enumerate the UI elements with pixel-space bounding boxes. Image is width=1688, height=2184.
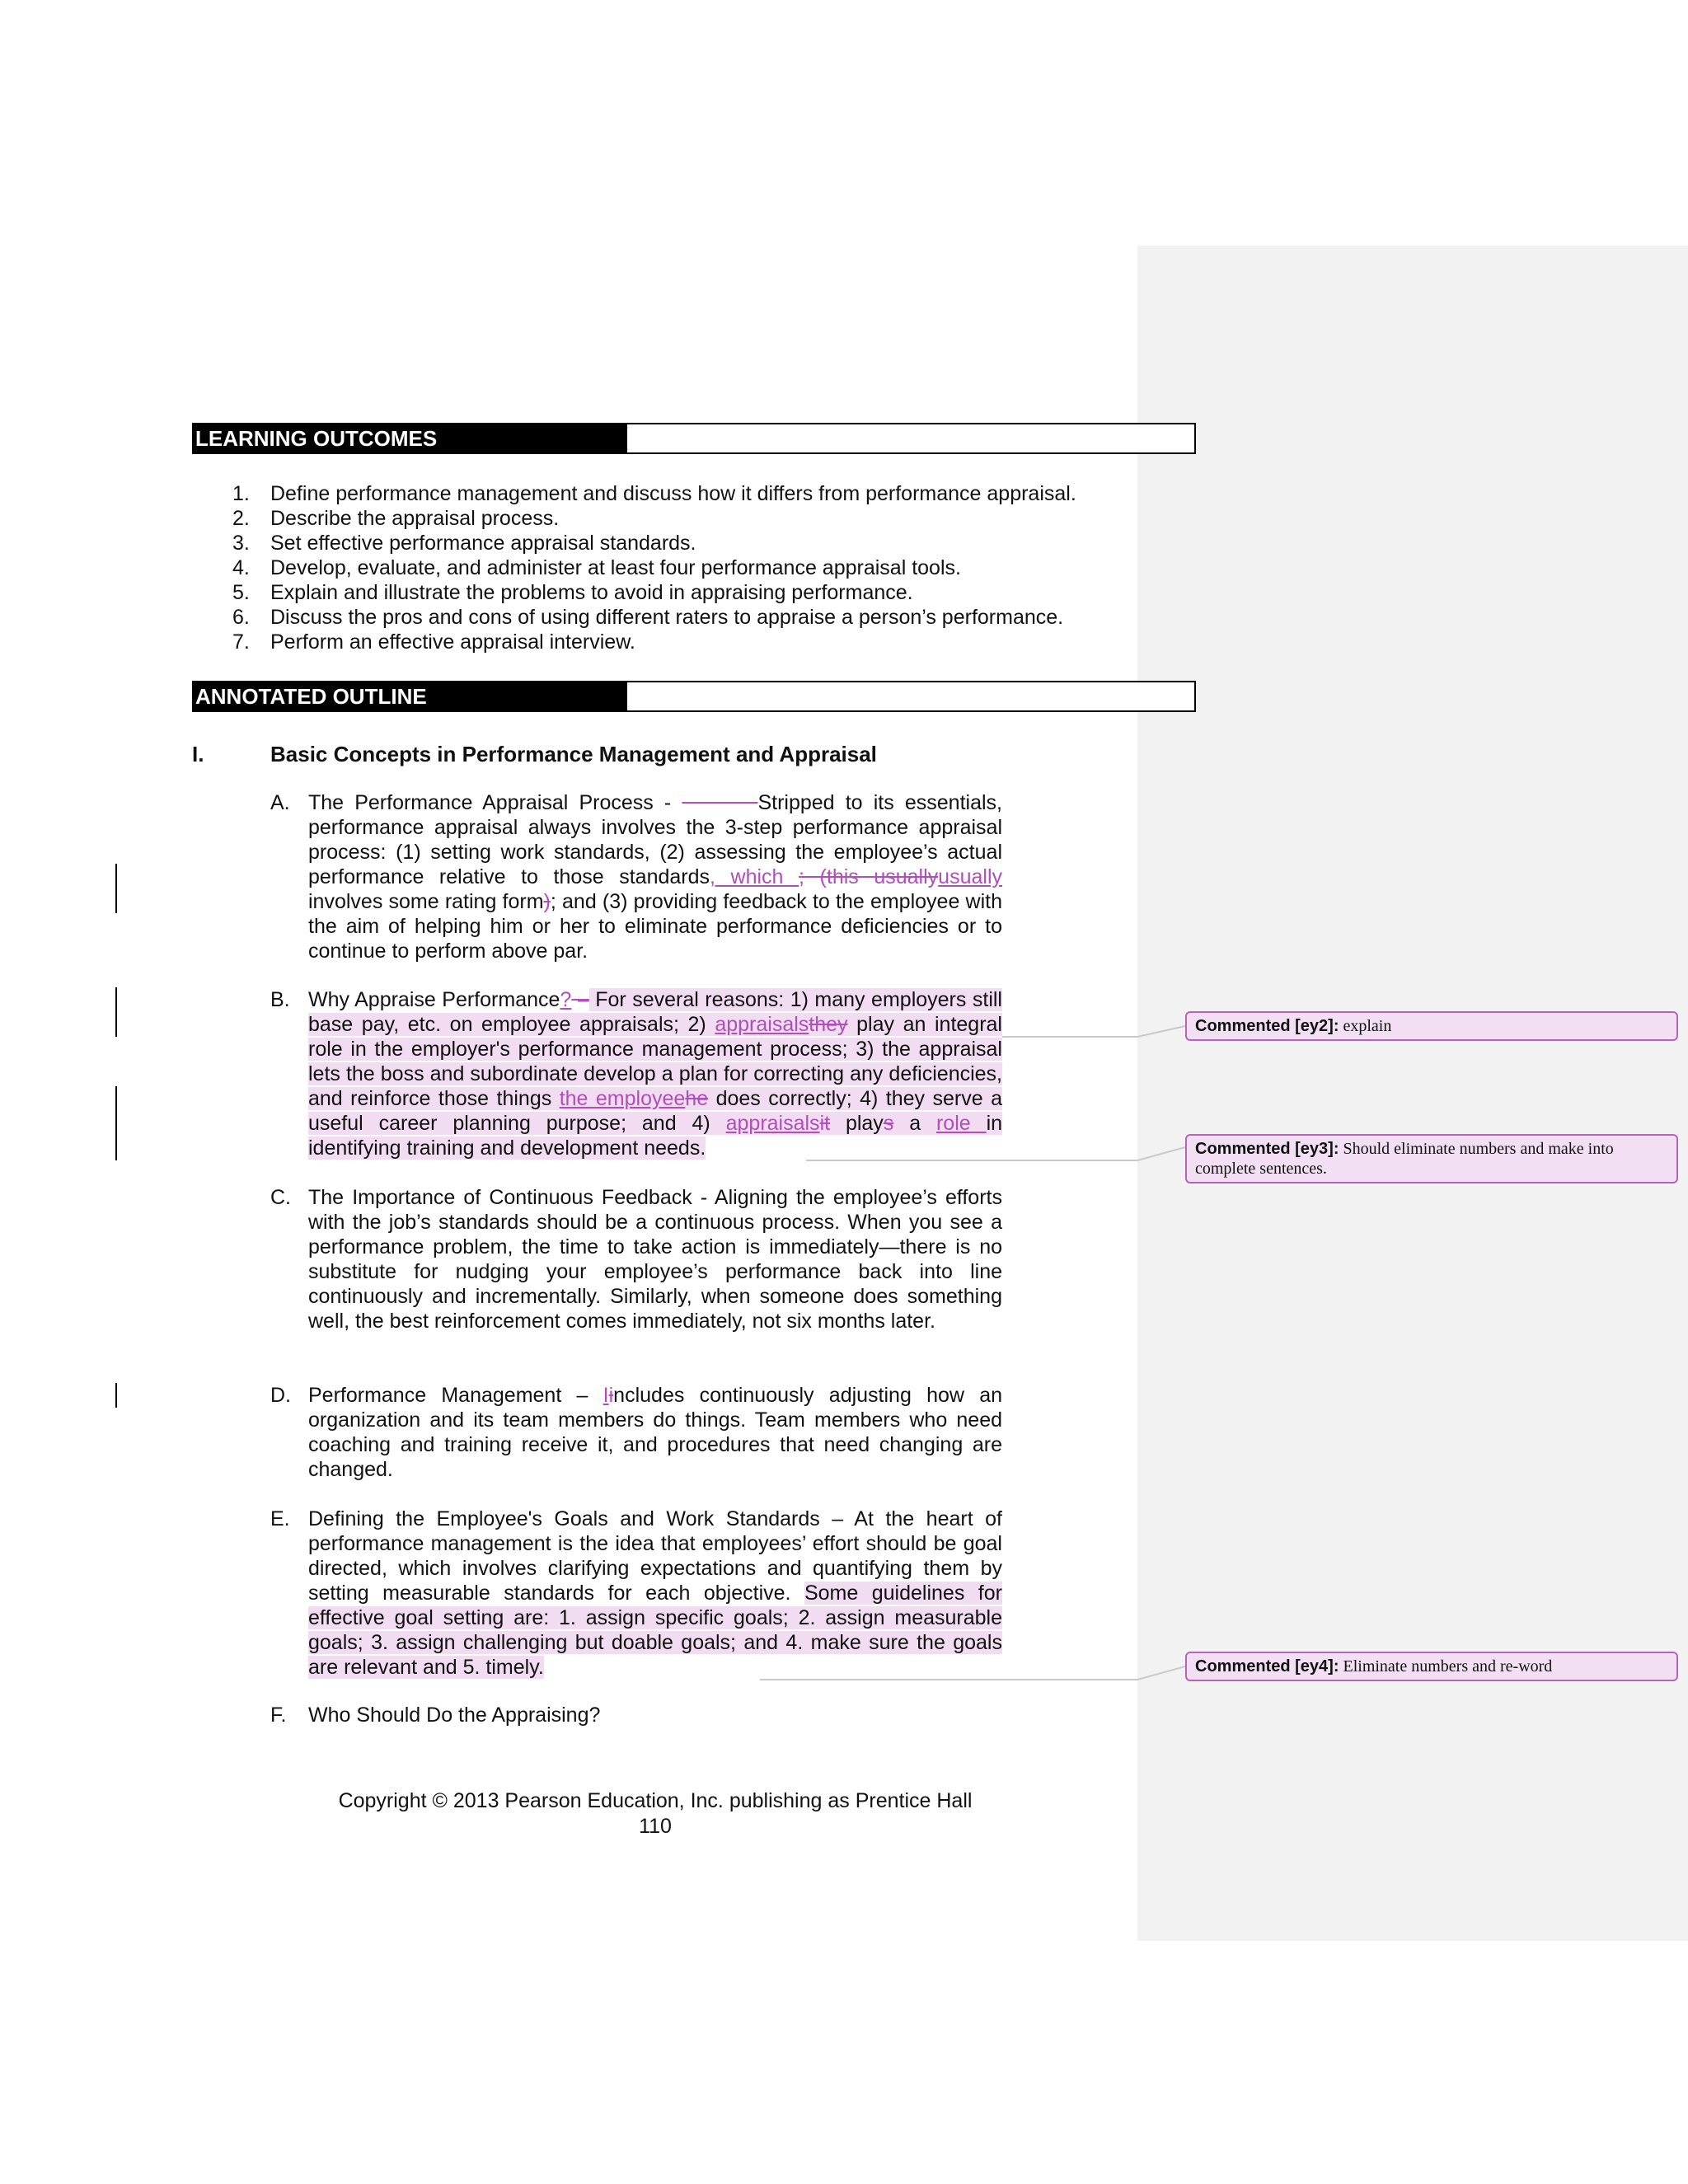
comment-ey3[interactable] <box>1185 1134 1678 1183</box>
deleted-text: he <box>685 1087 709 1110</box>
comment-connector-line <box>760 1666 1185 1680</box>
outline-heading-text: Basic Concepts in Performance Management and Appraisal <box>270 742 877 766</box>
deleted-text: ) <box>543 890 551 913</box>
copyright-footer: Copyright © 2013 Pearson Education, Inc. publishing as Prentice Hall <box>338 1789 973 1812</box>
outline-item-d: D. Performance Management – Iincludes continuously adjusting how an organization and its team members do things. Team members who need coaching and training receive it, and procedures that need changing are changed. <box>270 1384 1002 1481</box>
list-item: 2. Describe the appraisal process. <box>232 507 560 530</box>
list-item: 7. Perform an effective appraisal interview. <box>232 630 635 654</box>
outline-item-d-text: Performance Management – Iincludes continuously adjusting how an organization and its team members do things. Team members who need coaching and training receive it, and procedures that need changing are changed. <box>308 1384 1002 1481</box>
comment-author: Commented [ey4]: <box>1195 1657 1339 1675</box>
learning-outcomes-title: LEARNING OUTCOMES <box>192 423 627 454</box>
outline-item-b-text: Why Appraise Performance? – For several reasons: 1) many employers still base pay, etc. on employee appraisals; 2) appraisalsthey play an integral role in the employer's performance management process; 3) the appraisal lets the boss and subordinate develop a plan for correcting any deficiencies, and reinforce those things the employeehe does correctly; 4) they serve a useful career planning purpose; and 4) appraisalsit plays a role in identifying training and development needs. <box>308 988 1003 1160</box>
inserted-text: usually <box>938 865 1002 888</box>
inserted-text: the employee <box>559 1087 686 1110</box>
list-item: 6. Discuss the pros and cons of using different raters to appraise a person’s performance. <box>232 606 1064 629</box>
inserted-text: ? <box>560 988 572 1011</box>
comment-author: Commented [ey2]: <box>1195 1017 1339 1035</box>
comment-ey2[interactable] <box>1185 1011 1678 1041</box>
comment-ey4[interactable] <box>1185 1652 1678 1681</box>
comment-text: Eliminate numbers and re-word <box>1339 1657 1553 1675</box>
deleted-text: ; (this usually <box>799 865 939 888</box>
outline-item-c-text: The Importance of Continuous Feedback - Aligning the employee’s efforts with the job’s standards should be a continuous process. When you see a performance problem, the time to take action is immediately—there is no substitute for nudging your employee’s performance back into line continuously and incrementally. Similarly, when someone does something well, the best reinforcement comes immediately, not six months later. <box>308 1186 1002 1333</box>
outline-item-b: B. Why Appraise Performance? – For several reasons: 1) many employers still base pay, etc. on employee appraisals; 2) appraisalsthey play an integral role in the employer's performance management process; 3) the appraisal lets the boss and subordinate develop a plan for correcting any deficiencies, and reinforce those things the employeehe does correctly; 4) they serve a useful career planning purpose; and 4) appraisalsit plays a role in identifying training and development needs. <box>270 988 1003 1160</box>
inserted-text: appraisals <box>725 1112 820 1135</box>
annotated-outline-title: ANNOTATED OUTLINE <box>192 681 627 712</box>
outline-item-e: E. Defining the Employee's Goals and Work Standards – At the heart of performance management is the idea that employees’ effort should be goal directed, which involves clarifying expectations and quantifying them by setting measurable standards for each objective. Some guidelines for effective goal setting are: 1. assign specific goals; 2. assign measurable goals; 3. assign challenging but doable goals; and 4. make sure the goals are relevant and 5. timely. <box>270 1507 1002 1679</box>
list-item: 3. Set effective performance appraisal standards. <box>232 532 696 555</box>
commented-text: For several reasons: 1) many employers still base pay, etc. on employee appraisals; 2) appraisalsthey play an integral role in the employer's performance management process; 3) the appraisal lets the boss and subordinate develop a plan for correcting any deficiencies, and reinforce those things the employeehe does correctly; 4) they serve a useful career planning purpose; and 4) appraisalsit plays a role in identifying training and development needs. <box>308 988 1003 1160</box>
inserted-text: appraisals <box>715 1013 809 1036</box>
list-item: 5. Explain and illustrate the problems to avoid in appraising performance. <box>232 581 913 604</box>
deleted-text: they <box>809 1013 848 1036</box>
comment-text: Should eliminate numbers and make into complete sentences. <box>1195 1140 1614 1178</box>
comment-author: Commented [ey3]: <box>1195 1140 1339 1158</box>
inserted-text: role <box>935 1112 987 1135</box>
comment-connector-line <box>806 1147 1185 1160</box>
deleted-text: it <box>819 1112 831 1135</box>
comment-text: explain <box>1339 1017 1392 1035</box>
outline-item-c: C. The Importance of Continuous Feedback - Aligning the employee’s efforts with the job’s standards should be a continuous process. When you see a performance problem, the time to take action is immediately—there is no substitute for nudging your employee’s performance back into line continuously and incrementally. Similarly, when someone does something well, the best reinforcement comes immediately, not six months later. <box>270 1186 1002 1333</box>
outline-item-a: A. The Performance Appraisal Process - Stripped to its essentials, performance appraisal always involves the 3-step performance appraisal process: (1) setting work standards, (2) assessing the employee’s actual performance relative to those standards, which ; (this usuallyusually involves some rating form); and (3) providing feedback to the employee with the aim of helping him or her to eliminate performance deficiencies or to continue to perform above par. <box>270 791 1002 963</box>
deleted-text: i <box>608 1384 614 1407</box>
comment-connector-line <box>1002 1026 1185 1037</box>
outline-item-f-text: Who Should Do the Appraising? <box>308 1704 601 1727</box>
outline-item-f: F. Who Should Do the Appraising? <box>270 1703 1002 1727</box>
outline-item-e-text: Defining the Employee's Goals and Work Standards – At the heart of performance management is the idea that employees’ effort should be goal directed, which involves clarifying expectations and quantifying them by setting measurable standards for each objective. Some guidelines for effective goal setting are: 1. assign specific goals; 2. assign measurable goals; 3. assign challenging but doable goals; and 4. make sure the goals are relevant and 5. timely. <box>308 1507 1002 1679</box>
outline-numeral: I. <box>192 742 204 766</box>
inserted-text: I <box>603 1384 609 1407</box>
inserted-text: , which <box>710 865 799 888</box>
outline-item-a-text: The Performance Appraisal Process - Stripped to its essentials, performance appraisal always involves the 3-step performance appraisal process: (1) setting work standards, (2) assessing the employee’s actual performance relative to those standards, which ; (this usuallyusually involves some rating form); and (3) providing feedback to the employee with the aim of helping him or her to eliminate performance deficiencies or to continue to perform above par. <box>308 791 1002 963</box>
list-item: 4. Develop, evaluate, and administer at least four performance appraisal tools. <box>232 556 961 579</box>
list-item: 1. Define performance management and discuss how it differs from performance appraisal. <box>232 482 1076 505</box>
page-number: 110 <box>639 1815 672 1838</box>
commented-text: Some guidelines for effective goal setting are: 1. assign specific goals; 2. assign measurable goals; 3. assign challenging but doable goals; and 4. make sure the goals are relevant and 5. timely. <box>308 1582 1002 1679</box>
deleted-text: s <box>883 1112 894 1135</box>
deleted-text: – <box>571 988 589 1011</box>
